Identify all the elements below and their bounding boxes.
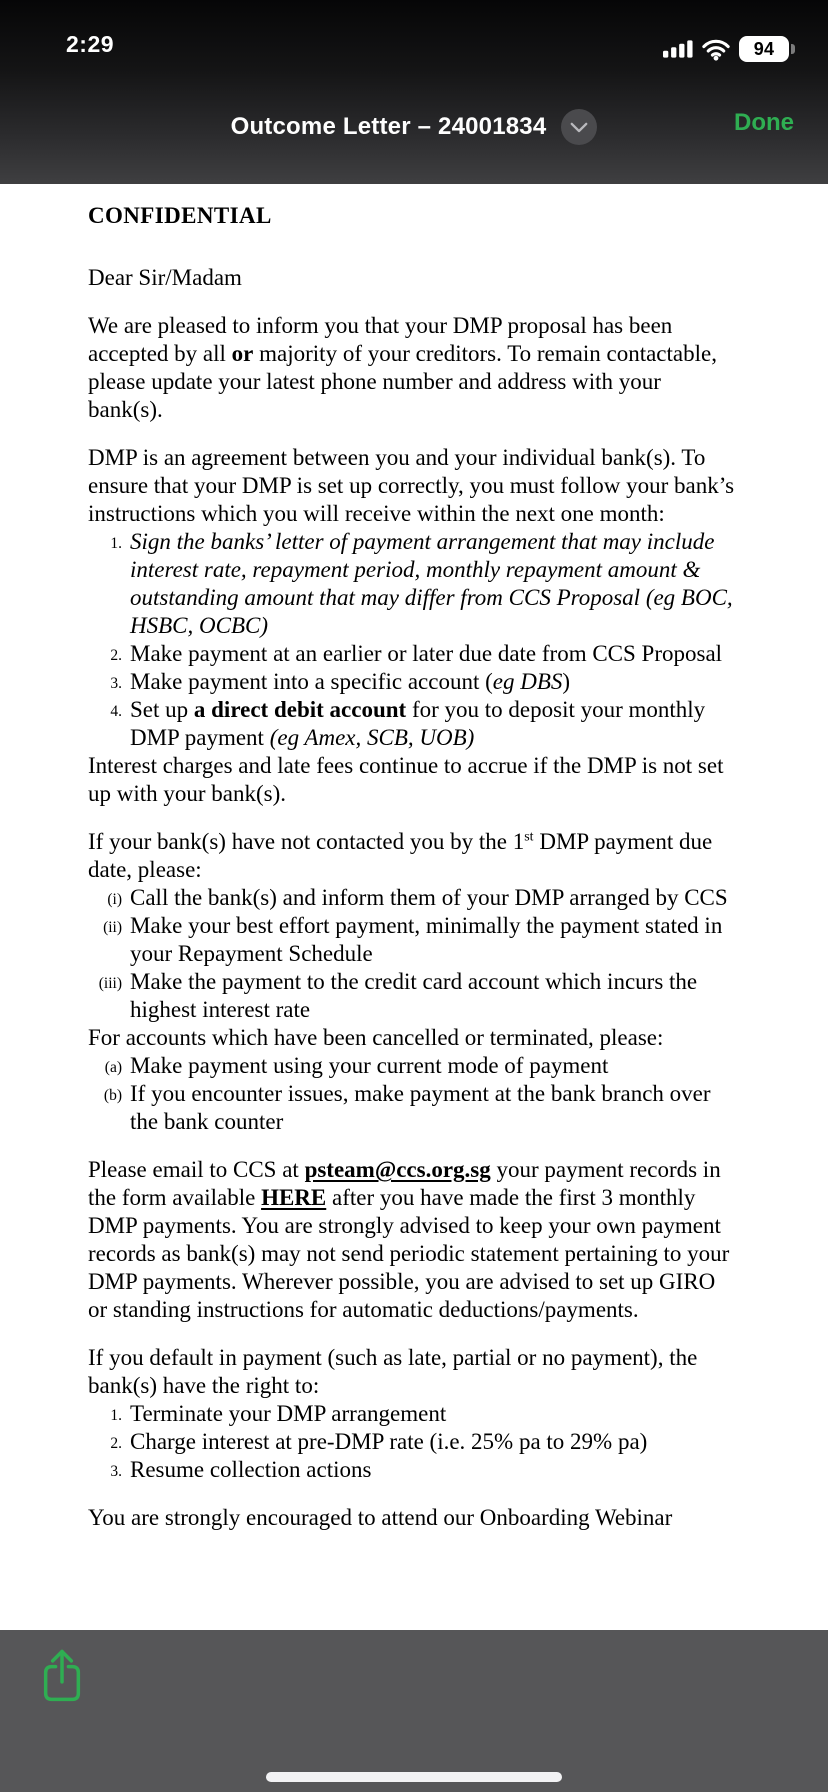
contact-step-ii (88, 912, 740, 968)
list-marker: 2. (110, 647, 122, 664)
bank-step-2 (88, 640, 740, 668)
paragraph-agreement: DMP is an agreement between you and your individual bank(s). To ensure that your DMP is set up correctly, you must follow your bank’s instructions which you will receive within the next one month: (88, 445, 735, 526)
navigation-bar (0, 0, 828, 184)
text-run-bold: a direct debit account (193, 697, 407, 722)
list-marker: 1. (110, 535, 122, 552)
text-run: Please email to CCS at (88, 1157, 305, 1182)
bank-step-3 (88, 668, 740, 696)
contact-step-i (88, 884, 740, 912)
text-run: Resume collection actions (130, 1457, 372, 1482)
text-run-italic: (eg Amex, SCB, UOB) (269, 725, 475, 750)
text-run: Set up (130, 697, 194, 722)
not-contacted-section (88, 828, 740, 1136)
text-run: If your bank(s) have not contacted you by the 1 (88, 829, 525, 854)
paragraph-not-contacted (88, 828, 740, 884)
text-run-bold: or (231, 341, 254, 366)
paragraph-default: If you default in payment (such as late, partial or no payment), the bank(s) have the right to: (88, 1345, 698, 1398)
default-steps-list (88, 1400, 740, 1484)
battery-nub (791, 44, 795, 54)
default-step-3 (88, 1456, 740, 1484)
list-marker: (iii) (98, 975, 122, 992)
paragraph-cancelled: For accounts which have been cancelled or terminated, please: (88, 1025, 664, 1050)
document-title: Outcome Letter – 24001834 (230, 113, 547, 140)
title-group (0, 103, 828, 151)
confidential-heading: CONFIDENTIAL (88, 203, 272, 228)
paragraph-webinar: You are strongly encouraged to attend our Onboarding Webinar (88, 1505, 673, 1530)
paragraph-acceptance (88, 312, 740, 424)
text-run: ) (562, 669, 571, 694)
status-bar (0, 0, 828, 72)
text-run: Make payment at an earlier or later due date from CCS Proposal (130, 641, 723, 666)
contact-step-iii (88, 968, 740, 1024)
bank-steps-list (88, 528, 740, 752)
title-bar (0, 103, 828, 151)
list-marker: 2. (110, 1435, 122, 1452)
text-run-italic: eg DBS (492, 669, 563, 694)
bank-step-1 (88, 528, 740, 640)
paragraph-interest: Interest charges and late fees continue to accrue if the DMP is not set up with your bank(s). (88, 753, 724, 806)
text-run: Make your best effort payment, minimally the payment stated in your Repayment Schedule (130, 913, 723, 966)
default-step-2 (88, 1428, 740, 1456)
bank-instructions-section (88, 444, 740, 808)
list-marker: (ii) (103, 919, 122, 936)
text-run-italic: Sign the banks’ letter of payment arrangement that may include interest rate, repayment period, monthly repayment amount & outstanding amount that may differ from CCS Proposal (eg BOC, HSBC, OCBC) (130, 529, 733, 638)
battery-icon (739, 36, 795, 62)
text-run: DMP payment due date, please: (88, 829, 713, 882)
cancelled-step-a (88, 1052, 740, 1080)
text-run: Make payment using your current mode of payment (130, 1053, 609, 1078)
list-marker: 1. (110, 1407, 122, 1424)
share-button[interactable] (38, 1648, 86, 1706)
list-marker: (i) (107, 891, 122, 908)
list-marker: (a) (104, 1059, 122, 1076)
default-step-1 (88, 1400, 740, 1428)
text-run: after you have made the first 3 monthly DMP payments. You are strongly advised to keep your own payment records as bank(s) may not send periodic statement pertaining to your DMP payments. Wherever possible, you are advised to set up GIRO or standing instructions for automatic deductions/payments. (88, 1185, 730, 1322)
title-dropdown-button[interactable] (561, 109, 597, 145)
text-run: Terminate your DMP arrangement (130, 1401, 447, 1426)
home-indicator[interactable] (266, 1772, 562, 1782)
bank-step-4 (88, 696, 740, 752)
text-run: your payment records in the form available (88, 1157, 721, 1210)
cancelled-steps-list (88, 1052, 740, 1136)
default-section (88, 1344, 740, 1484)
text-run: Call the bank(s) and inform them of your DMP arranged by CCS (130, 885, 728, 910)
list-marker: 3. (110, 675, 122, 692)
here-link[interactable]: HERE (261, 1185, 327, 1210)
cellular-signal-icon (663, 39, 693, 59)
text-run: Charge interest at pre-DMP rate (i.e. 25% pa to 29% pa) (130, 1429, 648, 1454)
list-marker: 4. (110, 703, 122, 720)
document-page[interactable] (0, 184, 828, 1792)
chevron-down-icon (570, 122, 588, 133)
battery-percent: 94 (753, 38, 775, 59)
text-run: If you encounter issues, make payment at the bank branch over the bank counter (130, 1081, 711, 1134)
text-run: Make payment into a specific account ( (130, 669, 493, 694)
status-icons (663, 36, 795, 62)
bottom-toolbar (0, 1630, 828, 1792)
status-time: 2:29 (66, 31, 115, 57)
wifi-icon (700, 38, 732, 61)
cancelled-step-b (88, 1080, 740, 1136)
email-link[interactable]: psteam@ccs.org.sg (304, 1157, 491, 1182)
battery-body (739, 36, 789, 62)
list-marker: 3. (110, 1463, 122, 1480)
contact-steps-list (88, 884, 740, 1024)
text-run: We are pleased to inform you that your DMP proposal has been accepted by all (88, 313, 673, 366)
text-run: Make the payment to the credit card account which incurs the highest interest rate (130, 969, 698, 1022)
text-run: for you to deposit your monthly DMP payment (130, 697, 706, 750)
salutation: Dear Sir/Madam (88, 265, 242, 290)
share-icon (40, 1648, 84, 1704)
text-run: majority of your creditors. To remain contactable, please update your latest phone number and address with your bank(s). (88, 341, 717, 422)
done-button[interactable]: Done (734, 109, 794, 136)
list-marker: (b) (103, 1087, 122, 1104)
ordinal-suffix: st (524, 829, 534, 845)
paragraph-email (88, 1156, 740, 1324)
